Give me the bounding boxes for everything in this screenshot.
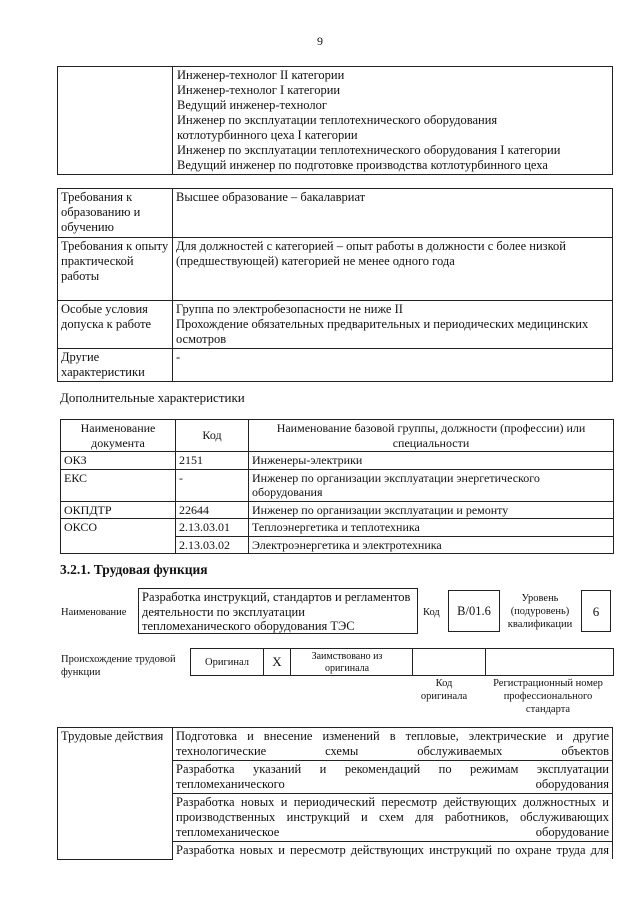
table-row (58, 349, 613, 382)
header-name: Наименование базовой группы, должности (профессии) или специальности (249, 420, 614, 452)
position-item: Ведущий инженер-технолог (177, 98, 327, 112)
position-item: Инженер по эксплуатации теплотехнического оборудования I категории (177, 143, 561, 157)
cell-doc: ЕКС (61, 469, 176, 501)
position-item: Ведущий инженер по подготовке производства котлотурбинного цеха (177, 158, 548, 172)
requirements-table (57, 188, 613, 382)
row-value (173, 301, 613, 349)
level-label: Уровень (подуровень) квалификации (507, 593, 573, 630)
table-row (61, 501, 614, 519)
row-label: Требования к опыту практической работы (58, 238, 173, 301)
table-row (61, 519, 614, 537)
divider (290, 649, 291, 675)
cell-doc: ОКПДТР (61, 501, 176, 519)
action-item: Разработка указаний и рекомендаций по режимам эксплуатации тепломеханического оборудования (173, 761, 613, 794)
origin-table (190, 648, 614, 676)
row-value: Для должностей с категорией – опыт работы в должности с более низкой (предшествующей) категорией не менее одного года (173, 238, 613, 301)
cell-name: Теплоэнергетика и теплотехника (249, 519, 614, 537)
table-row (58, 238, 613, 301)
borrowed-label: Заимствовано из оригинала (311, 651, 383, 674)
table-row (58, 728, 613, 761)
positions-list (173, 67, 613, 175)
cell-doc (61, 536, 176, 554)
cell-code: 2151 (176, 452, 249, 470)
cell-name: Электроэнергетика и электротехника (249, 536, 614, 554)
cell-code: 2.13.03.01 (176, 519, 249, 537)
position-item: Инженер по эксплуатации теплотехнического оборудования (177, 113, 498, 127)
row-label: Другие характеристики (58, 349, 173, 382)
cell-code: 22644 (176, 501, 249, 519)
row-value: Высшее образование – бакалавриат (173, 189, 613, 238)
table-row (61, 536, 614, 554)
function-code-value: В/01.6 (457, 604, 491, 618)
table-row (58, 301, 613, 349)
cell-name: Инженеры-электрики (249, 452, 614, 470)
additional-table (60, 419, 614, 554)
divider (485, 649, 486, 675)
cell-name: Инженер по организации эксплуатации и ремонту (249, 501, 614, 519)
code-original-caption: Код оригинала (420, 678, 468, 702)
level-box (581, 590, 611, 632)
table-header-row (61, 420, 614, 452)
position-item: котлотурбинного цеха I категории (177, 128, 358, 142)
additional-heading: Дополнительные характеристики (60, 390, 245, 405)
position-item: Инженер-технолог I категории (177, 83, 341, 97)
table-row (58, 189, 613, 238)
positions-table (57, 66, 613, 175)
cell-code: 2.13.03.02 (176, 536, 249, 554)
section-title: 3.2.1. Трудовая функция (60, 562, 208, 577)
function-name-value: Разработка инструкций, стандартов и регламентов деятельности по эксплуатации тепломеханического оборудования ТЭС (142, 590, 411, 633)
reg-number-caption: Регистрационный номер профессионального стандарта (493, 678, 603, 715)
action-item: Разработка новых и периодический пересмотр действующих должностных и производственных инструкций и схем для работников, обслуживающих тепломеханическое оборудование (173, 794, 613, 842)
position-item: Инженер-технолог II категории (177, 68, 345, 82)
actions-label: Трудовые действия (58, 728, 173, 860)
level-value: 6 (592, 604, 600, 619)
function-name-box (138, 588, 418, 634)
function-code-label: Код (423, 607, 440, 618)
action-item: Подготовка и внесение изменений в тепловые, электрические и другие технологические схемы обслуживаемых объектов (173, 728, 613, 761)
row-label: Особые условия допуска к работе (58, 301, 173, 349)
origin-mark: X (272, 654, 282, 669)
cell-doc: ОКСО (61, 519, 176, 537)
original-label: Оригинал (205, 657, 249, 668)
function-code-box (448, 590, 500, 632)
action-item: Разработка новых и пересмотр действующих инструкций по охране труда для (173, 842, 613, 860)
divider (412, 649, 413, 675)
row-label: Требования к образованию и обучению (58, 189, 173, 238)
header-doc: Наименование документа (61, 420, 176, 452)
row-value: - (173, 349, 613, 382)
table-row (61, 469, 614, 501)
cell-doc: ОКЗ (61, 452, 176, 470)
value-line: Прохождение обязательных предварительных и периодических медицинских осмотров (176, 317, 589, 346)
value-line: Группа по электробезопасности не ниже II (176, 302, 403, 316)
function-name-label: Наименование (61, 607, 127, 618)
table-row (61, 452, 614, 470)
page-number: 9 (317, 34, 323, 48)
cell-name: Инженер по организации эксплуатации энергетического оборудования (249, 469, 614, 501)
cell-code: - (176, 469, 249, 501)
origin-label: Происхождение трудовой функции (61, 654, 176, 678)
header-code: Код (176, 420, 249, 452)
actions-table (57, 727, 613, 860)
